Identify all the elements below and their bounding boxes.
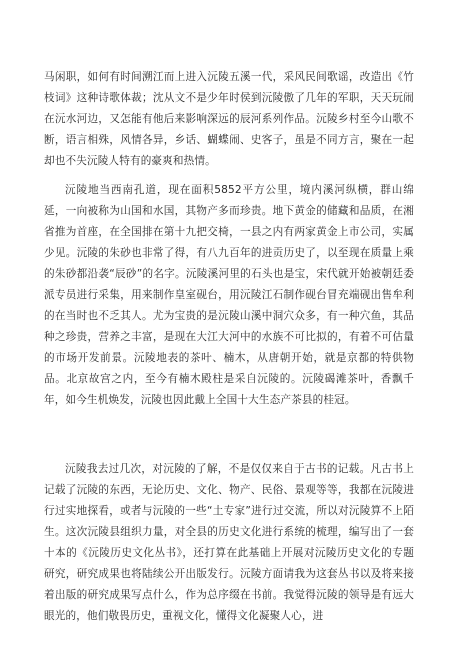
paragraph-book-series-preface: 沅陵我去过几次，对沅陵的了解，不是仅仅来自于古书的记载。凡古书上记载了沅陵的东西，无论历史、文化、物产、民俗、景观等等，我都在沅陵进行过实地探看，或者与沅陵的一些“土专家”进行过交流，所以对沅陵算不上陌生。这次沅陵县组织力量，对全县的历史文化进行系统的梳理，编写出了一套十本的《沅陵历史文化丛书》，还打算在此基础上开展对沅陵历史文化的专题研究，研究成果也将陆续公开出版发行。沅陵方面请我为这套丛书以及将来接着出版的研究成果写点什么，作为总序缀在书前。我觉得沅陵的领导是有远大眼光的，他们敬畏历史，重视文化，懂得文化凝聚人心，进 [44, 463, 414, 622]
paragraph-geography-products: 沅陵地当西南孔道，现在面积5852平方公里，境内溪河纵横，群山绵延，一向被称为山国和水国，其物产多而珍贵。地下黄金的储藏和品质，在湘省推为首座，在全国排在第十九把交椅，一县之内有两家黄金上市公司，实属少见。沅陵的朱砂也非常了得，有八九百年的进贡历史了，以至现在质量上乘的朱砂都沿袭“辰砂”的名字。沅陵溪河里的石头也是宝，宋代就开始被朝廷委派专员进行采集，用来制作皇室砚台，用沅陵江石制作砚台冒充端砚出售牟利的在当时也不乏其人。尤为宝贵的是沅陵山溪中洞穴众多，有一种穴鱼，其品种之珍贵，营养之丰富，是现在大江大河中的水族不可比拟的，有着不可估量的市场开发前景。沅陵地表的茶叶、楠木，从唐朝开始，就是京都的特供物品。北京故宫之内，至今有楠木殿柱是采自沅陵的。沅陵碣滩茶叶，香飘千年，如今生机焕发，沅陵也因此戴上全国十大生态产茶县的桂冠。 [44, 184, 414, 406]
paragraph-literary-history: 马闲职，如何有时间溯江而上进入沅陵五溪一代，采风民间歌谣，改造出《竹枝词》这种诗歌体裁；沈从文不是少年时侯到沅陵傲了几年的军职，天天玩闹在沅水河边，又怎能有他后来影响深远的辰河系列作品。沅陵乡村至今山歌不断，语言相殊，风情各异，乡话、蝴蝶闹、史客子，虽是不同方言，聚在一起却也不失沅陵人特有的豪爽和热情。 [44, 71, 414, 167]
